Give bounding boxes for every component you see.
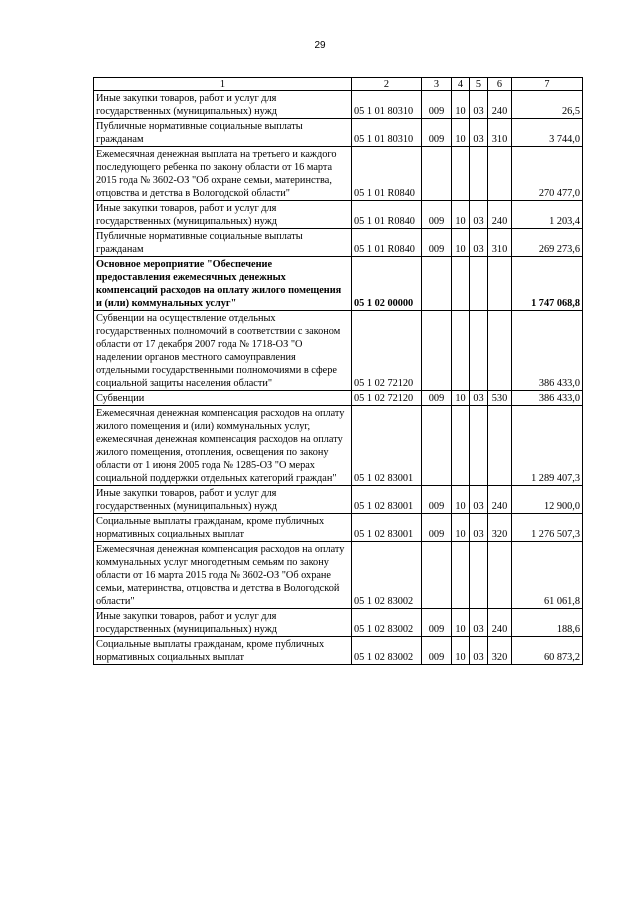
subsection-cell	[470, 406, 488, 486]
subsection-cell: 03	[470, 119, 488, 147]
ministry-code-cell	[422, 542, 452, 609]
table-row	[94, 147, 583, 201]
amount-cell: 26,5	[512, 91, 583, 119]
section-cell	[452, 147, 470, 201]
section-cell	[452, 406, 470, 486]
expense-type-cell: 320	[488, 637, 512, 665]
row-name-cell: Иные закупки товаров, работ и услуг для государственных (муниципальных) нужд	[94, 609, 352, 637]
ministry-code-cell	[422, 147, 452, 201]
ministry-code-cell: 009	[422, 91, 452, 119]
amount-cell: 269 273,6	[512, 229, 583, 257]
subsection-cell: 03	[470, 229, 488, 257]
subsection-cell	[470, 257, 488, 311]
subsection-cell	[470, 542, 488, 609]
amount-cell: 1 289 407,3	[512, 406, 583, 486]
ministry-code-cell	[422, 257, 452, 311]
row-name-cell: Субвенции	[94, 391, 352, 406]
table-row	[94, 257, 583, 311]
expense-type-cell	[488, 406, 512, 486]
expense-type-cell: 530	[488, 391, 512, 406]
subsection-cell: 03	[470, 637, 488, 665]
target-code-cell: 05 1 01 80310	[352, 91, 422, 119]
column-header: 2	[352, 78, 422, 91]
amount-cell: 270 477,0	[512, 147, 583, 201]
table-row	[94, 391, 583, 406]
subsection-cell: 03	[470, 201, 488, 229]
column-header: 6	[488, 78, 512, 91]
expense-type-cell: 240	[488, 609, 512, 637]
row-name-cell: Социальные выплаты гражданам, кроме публичных нормативных социальных выплат	[94, 637, 352, 665]
section-cell	[452, 311, 470, 391]
subsection-cell: 03	[470, 486, 488, 514]
ministry-code-cell: 009	[422, 514, 452, 542]
table-row	[94, 119, 583, 147]
target-code-cell: 05 1 02 00000	[352, 257, 422, 311]
row-name-cell: Ежемесячная денежная компенсация расходов на оплату коммунальных услуг многодетным семьям по закону области от 16 марта 2015 года № 3602-ОЗ "Об охране семьи, материнства, отцовства и детства в Вологодской области"	[94, 542, 352, 609]
section-cell: 10	[452, 486, 470, 514]
target-code-cell: 05 1 02 83002	[352, 542, 422, 609]
expense-type-cell: 320	[488, 514, 512, 542]
expense-type-cell: 310	[488, 229, 512, 257]
row-name-cell: Ежемесячная денежная компенсация расходов на оплату жилого помещения и (или) коммунальных услуг, ежемесячная денежная компенсация расходов на оплату жилого помещения, отопления, освещения по закону области от 1 июня 2005 года № 1285-ОЗ "О мерах социальной поддержки отдельных категорий граждан"	[94, 406, 352, 486]
subsection-cell: 03	[470, 609, 488, 637]
row-name-cell: Публичные нормативные социальные выплаты гражданам	[94, 229, 352, 257]
expense-type-cell: 240	[488, 91, 512, 119]
subsection-cell: 03	[470, 391, 488, 406]
expense-type-cell: 240	[488, 486, 512, 514]
column-header: 5	[470, 78, 488, 91]
subsection-cell	[470, 311, 488, 391]
amount-cell: 386 433,0	[512, 391, 583, 406]
section-cell: 10	[452, 119, 470, 147]
section-cell: 10	[452, 609, 470, 637]
row-name-cell: Иные закупки товаров, работ и услуг для государственных (муниципальных) нужд	[94, 91, 352, 119]
table-row	[94, 229, 583, 257]
table-row	[94, 514, 583, 542]
section-cell: 10	[452, 637, 470, 665]
table-row	[94, 201, 583, 229]
expense-type-cell: 240	[488, 201, 512, 229]
table-header-row	[94, 78, 583, 91]
expense-type-cell	[488, 257, 512, 311]
column-header: 3	[422, 78, 452, 91]
section-cell: 10	[452, 91, 470, 119]
page-number: 29	[314, 40, 326, 51]
ministry-code-cell: 009	[422, 637, 452, 665]
amount-cell: 386 433,0	[512, 311, 583, 391]
target-code-cell: 05 1 02 72120	[352, 311, 422, 391]
expense-type-cell	[488, 311, 512, 391]
section-cell	[452, 257, 470, 311]
amount-cell: 1 203,4	[512, 201, 583, 229]
ministry-code-cell: 009	[422, 609, 452, 637]
subsection-cell: 03	[470, 91, 488, 119]
target-code-cell: 05 1 02 83002	[352, 609, 422, 637]
target-code-cell: 05 1 01 R0840	[352, 201, 422, 229]
column-header: 7	[512, 78, 583, 91]
ministry-code-cell: 009	[422, 119, 452, 147]
row-name-cell: Ежемесячная денежная выплата на третьего и каждого последующего ребенка по закону области от 16 марта 2015 года № 3602-ОЗ "Об охране семьи, материнства, отцовства и детства в Вологодской области"	[94, 147, 352, 201]
table-row	[94, 311, 583, 391]
section-cell: 10	[452, 514, 470, 542]
target-code-cell: 05 1 02 72120	[352, 391, 422, 406]
target-code-cell: 05 1 02 83001	[352, 514, 422, 542]
ministry-code-cell	[422, 406, 452, 486]
row-name-cell: Иные закупки товаров, работ и услуг для государственных (муниципальных) нужд	[94, 486, 352, 514]
amount-cell: 188,6	[512, 609, 583, 637]
target-code-cell: 05 1 02 83001	[352, 406, 422, 486]
section-cell: 10	[452, 229, 470, 257]
column-header: 4	[452, 78, 470, 91]
section-cell: 10	[452, 201, 470, 229]
table-row	[94, 486, 583, 514]
row-name-cell: Социальные выплаты гражданам, кроме публичных нормативных социальных выплат	[94, 514, 352, 542]
subsection-cell: 03	[470, 514, 488, 542]
target-code-cell: 05 1 01 80310	[352, 119, 422, 147]
amount-cell: 3 744,0	[512, 119, 583, 147]
row-name-cell: Публичные нормативные социальные выплаты гражданам	[94, 119, 352, 147]
budget-table	[93, 77, 583, 665]
ministry-code-cell: 009	[422, 201, 452, 229]
row-name-cell: Основное мероприятие "Обеспечение предоставления ежемесячных денежных компенсаций расходов на оплату жилого помещения и (или) коммунальных услуг"	[94, 257, 352, 311]
target-code-cell: 05 1 02 83002	[352, 637, 422, 665]
target-code-cell: 05 1 01 R0840	[352, 147, 422, 201]
amount-cell: 1 747 068,8	[512, 257, 583, 311]
amount-cell: 61 061,8	[512, 542, 583, 609]
target-code-cell: 05 1 02 83001	[352, 486, 422, 514]
table-row	[94, 91, 583, 119]
ministry-code-cell: 009	[422, 486, 452, 514]
table-row	[94, 637, 583, 665]
amount-cell: 60 873,2	[512, 637, 583, 665]
ministry-code-cell: 009	[422, 391, 452, 406]
section-cell	[452, 542, 470, 609]
table-row	[94, 609, 583, 637]
row-name-cell: Субвенции на осуществление отдельных государственных полномочий в соответствии с законом области от 17 декабря 2007 года № 1718-ОЗ "О наделении органов местного самоуправления отдельными государственными полномочиями в сфере социальной защиты населения области"	[94, 311, 352, 391]
row-name-cell: Иные закупки товаров, работ и услуг для государственных (муниципальных) нужд	[94, 201, 352, 229]
subsection-cell	[470, 147, 488, 201]
table-row	[94, 406, 583, 486]
amount-cell: 12 900,0	[512, 486, 583, 514]
target-code-cell: 05 1 01 R0840	[352, 229, 422, 257]
section-cell: 10	[452, 391, 470, 406]
amount-cell: 1 276 507,3	[512, 514, 583, 542]
ministry-code-cell	[422, 311, 452, 391]
table-row	[94, 542, 583, 609]
ministry-code-cell: 009	[422, 229, 452, 257]
expense-type-cell	[488, 147, 512, 201]
expense-type-cell: 310	[488, 119, 512, 147]
expense-type-cell	[488, 542, 512, 609]
column-header: 1	[94, 78, 352, 91]
